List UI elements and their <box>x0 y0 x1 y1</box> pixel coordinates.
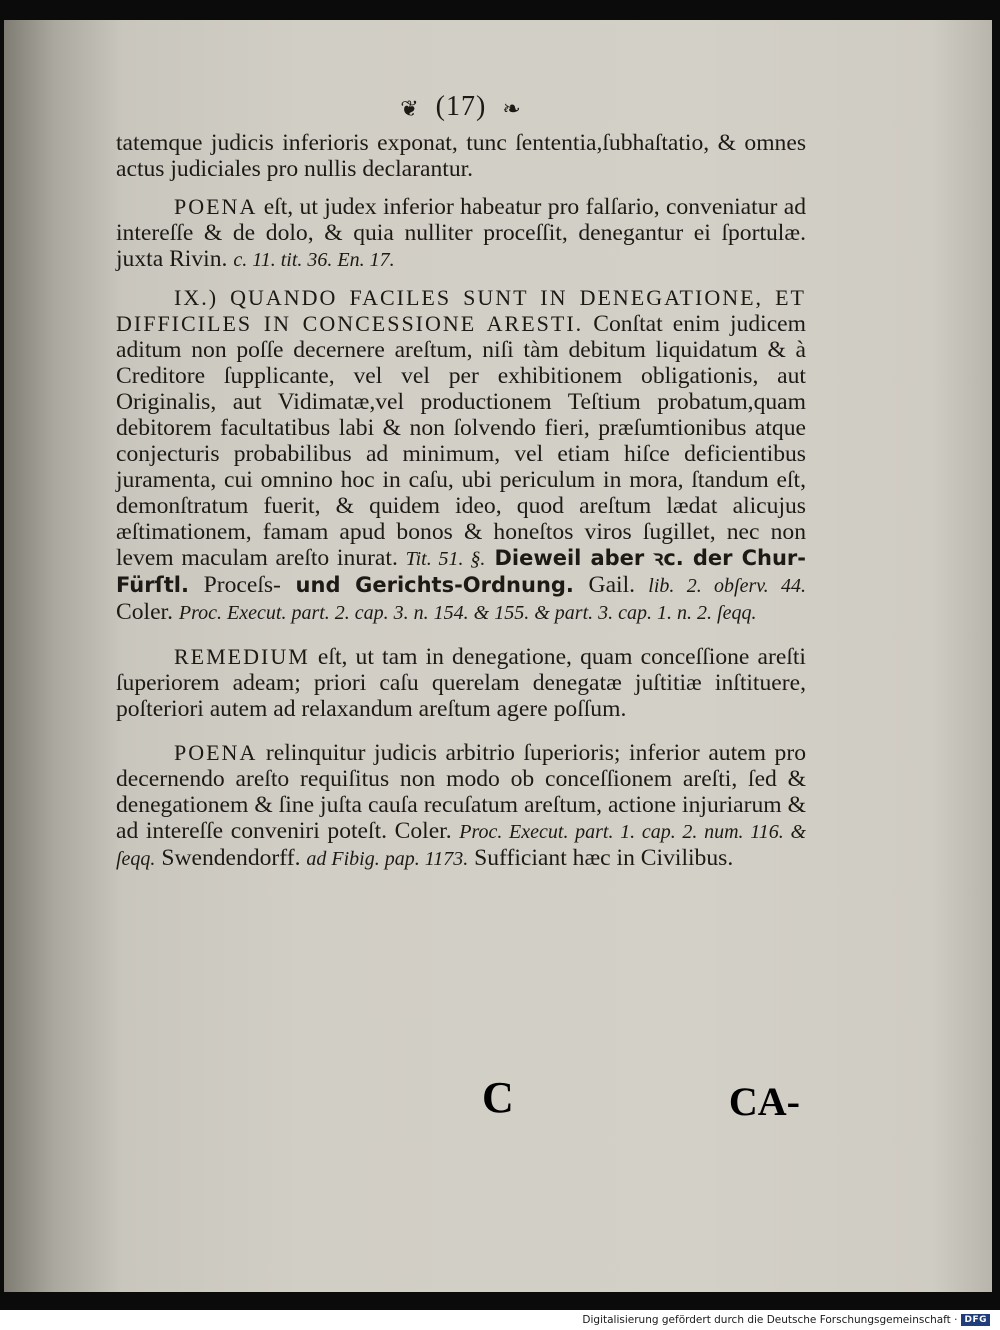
ornament-left-icon: ❦ <box>400 95 420 121</box>
paragraph-section-ix <box>116 285 806 626</box>
paragraph-2-text: eſt, ut judex inferior habeatur pro falſario, conveniatur ad intereſſe & de dolo, & quia nulliter proceſſit, denegantur ei ſportulæ. juxta Rivin. <box>116 193 806 272</box>
paragraph-4-lead: REMEDIUM <box>174 643 310 669</box>
paragraph-5-mid: Swendendorff. <box>155 844 307 871</box>
signature-mark: C <box>482 1073 514 1122</box>
paragraph-2-lead: POENA <box>174 193 258 219</box>
paragraph-5-citation: Proc. Execut. part. 1. cap. 2. num. 116. & ſeqq. <box>116 820 806 870</box>
page-header <box>116 90 806 126</box>
paragraph-4-text: eſt, ut tam in denegatione, quam conceſſione areſti ſuperiorem adeam; priori caſu querelam denegatæ juſtitiæ inſtituere, poſteriori autem ad relaxandum areſtum agere poſſum. <box>116 643 806 722</box>
section-ix-body: Conſtat enim judicem aditum non poſſe decernere areſtum, niſi tàm debitum liquidatum & à Creditore ſupplicante, vel vel per exhibitionem obligationis, aut Originalis, aut Vidimatæ,vel productionem Teſtium probatum,quam debitorem facultatibus labi & non ſolvendo fieri, præſumtionibus atque conjecturis probabilibus ad minimum, vel etiam hiſce deficientibus juramenta, cui omnino hoc in caſu, ubi periculum in mora, ſtandum eſt, demonſtratum fuerit, & quidem ideo, quod areſtum lædat alicujus æſtimationem, famam apud bonos & honeſtos viros ſugillet, nec non levem maculam areſto inurat. <box>116 310 806 571</box>
credit-text: Digitalisierung gefördert durch die Deutsche Forschungsgemeinschaft · <box>582 1314 958 1326</box>
page-text <box>116 90 806 872</box>
paragraph-remedium <box>116 644 806 722</box>
paragraph-poena-2 <box>116 740 806 872</box>
paragraph-5-end: Sufficiant hæc in Civilibus. <box>468 844 734 871</box>
section-ix-cite-2: lib. 2. obſerv. 44. <box>648 574 806 597</box>
section-ix-german-1: Dieweil aber ꝛc. der Chur-Fürſtl. <box>116 545 807 597</box>
paragraph-2-citation: c. 11. tit. 36. En. 17. <box>233 248 395 271</box>
paragraph-5-text: relinquitur judicis arbitrio ſuperioris; inferior autem pro decernendo areſto requiſitus non modo ob conceſſionem areſti, ſed & denegationem & ſine juſta cauſa recuſatum areſtum, actione injuriarum & ad intereſſe conveniri poteſt. Coler. <box>116 739 806 844</box>
paragraph-poena-1 <box>116 194 806 273</box>
book-page <box>4 20 992 1292</box>
section-ix-heading: IX.) QUANDO FACILES SUNT IN DENEGATIONE, ET DIFFICILES IN CONCESSIONE ARESTI. <box>116 284 806 336</box>
paragraph-5-lead: POENA <box>174 739 258 765</box>
paragraph-5-citation-2: ad Fibig. pap. 1173. <box>306 847 469 870</box>
paragraph-1-text: tatemque judicis inferioris exponat, tunc ſententia,ſubhaſtatio, & omnes actus judiciales pro nullis declarantur. <box>116 129 806 182</box>
section-ix-mid-3: Coler. <box>116 598 179 625</box>
section-ix-mid-1: Proceſs- <box>203 571 281 598</box>
digitization-credit <box>582 1314 990 1326</box>
section-ix-cite-3: Proc. Execut. part. 2. cap. 3. n. 154. & 155. & part. 3. cap. 1. n. 2. ſeqq. <box>178 601 757 624</box>
ornament-right-icon: ❧ <box>502 95 522 121</box>
dfg-logo-icon: DFG <box>961 1314 990 1326</box>
section-ix-mid-2: Gail. <box>588 571 649 598</box>
catchword: CA- <box>728 1079 800 1124</box>
section-ix-cite-1: Tit. 51. §. <box>405 547 486 570</box>
page-number: (17) <box>435 91 487 122</box>
paragraph-continuation <box>116 130 806 182</box>
section-ix-german-2: und Gerichts-Ordnung. <box>280 572 589 597</box>
page-footer <box>116 1072 806 1132</box>
